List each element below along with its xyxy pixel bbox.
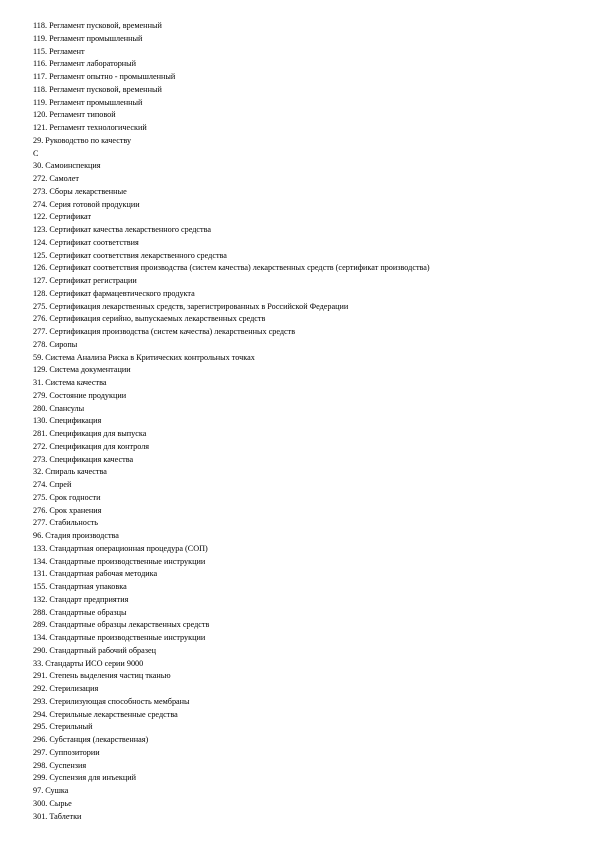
index-entry: 289. Стандартные образцы лекарственных средств: [33, 620, 210, 630]
index-entry: 291. Степень выделения частиц тканью: [33, 671, 171, 681]
index-entry: 31. Система качества: [33, 378, 107, 387]
index-entry: 118. Регламент пусковой, временный: [33, 21, 162, 30]
index-entry: 125. Сертификат соответствия лекарственного средства: [33, 250, 227, 260]
index-entry: 130. Спецификация: [33, 416, 102, 426]
index-entry: 59. Система Анализа Риска в Критических контрольных точках: [33, 352, 255, 362]
index-entry: 124. Сертификат соответствия: [33, 237, 139, 247]
index-entry: 97. Сушка: [33, 786, 69, 795]
index-entry: 272. Самолет: [33, 174, 79, 183]
index-entry: 30. Самоинспекция: [33, 161, 101, 171]
index-entry: 275. Срок годности: [33, 492, 101, 502]
index-entry: 32. Спираль качества: [33, 467, 107, 477]
index-entry: 288. Стандартные образцы: [33, 607, 127, 617]
index-entry: 294. Стерильные лекарственные средства: [33, 709, 178, 719]
index-entry: 119. Регламент промышленный: [33, 33, 143, 43]
index-entry: 296. Субстанция (лекарственная): [33, 735, 149, 744]
index-entry: 116. Регламент лабораторный: [33, 59, 137, 69]
index-entry: 134. Стандартные производственные инструкции: [33, 556, 206, 566]
index-entry: 295. Стерильный: [33, 722, 93, 732]
index-entry: 292. Стерилизация: [33, 684, 99, 693]
index-entry: 128. Сертификат фармацевтического продукта: [33, 288, 195, 298]
index-entry: 129. Система документации: [33, 365, 131, 375]
index-entry: 123. Сертификат качества лекарственного средства: [33, 225, 212, 234]
index-entry: 117. Регламент опытно - промышленный: [33, 72, 176, 81]
index-entry: 119. Регламент промышленный: [33, 97, 143, 107]
index-entry: 279. Состояние продукции: [33, 390, 127, 400]
index-entry: 276. Срок хранения: [33, 505, 102, 515]
index-entry: 122. Сертификат: [33, 212, 92, 222]
index-entry: 96. Стадия производства: [33, 531, 119, 540]
term-index-list: [33, 20, 573, 823]
index-entry: 278. Сиропы: [33, 339, 78, 349]
index-entry: 274. Спрей: [33, 480, 72, 489]
index-entry: 293. Стерилизующая способность мембраны: [33, 696, 190, 706]
index-entry: 121. Регламент технологический: [33, 123, 147, 132]
index-entry: 274. Серия готовой продукции: [33, 199, 140, 209]
index-entry: 301. Таблетки: [33, 811, 82, 821]
index-entry: 155. Стандартная упаковка: [33, 582, 127, 591]
index-entry: 273. Спецификация качества: [33, 454, 134, 464]
index-entry: 126. Сертификат соответствия производства (систем качества) лекарственных средств (сертификат производства): [33, 263, 430, 273]
index-entry: 29. Руководство по качеству: [33, 135, 132, 145]
section-letter-heading: С: [33, 148, 39, 158]
index-entry: 277. Сертификация производства (систем качества) лекарственных средств: [33, 327, 296, 336]
index-entry: 290. Стандартный рабочий образец: [33, 645, 157, 655]
index-entry: 33. Стандарты ИСО серии 9000: [33, 658, 144, 668]
index-entry: 132. Стандарт предприятия: [33, 594, 129, 604]
index-entry: 300. Сырье: [33, 798, 72, 808]
index-entry: 131. Стандартная рабочая методика: [33, 569, 158, 579]
index-entry: 127. Сертификат регистрации: [33, 276, 137, 285]
index-entry: 298. Суспензия: [33, 760, 87, 770]
index-entry: 273. Сборы лекарственные: [33, 186, 127, 196]
index-entry: 272. Спецификация для контроля: [33, 441, 150, 451]
index-entry: 280. Спансулы: [33, 403, 85, 413]
index-entry: 299. Суспензия для инъекций: [33, 773, 137, 783]
index-entry: 281. Спецификация для выпуска: [33, 429, 147, 438]
index-entry: 277. Стабильность: [33, 518, 99, 528]
index-entry: 133. Стандартная операционная процедура (СОП): [33, 543, 208, 553]
index-entry: 120. Регламент типовой: [33, 110, 116, 120]
index-entry: 276. Сертификация серийно, выпускаемых лекарственных средств: [33, 314, 266, 324]
index-entry: 297. Суппозитории: [33, 747, 100, 757]
index-entry: 115. Регламент: [33, 46, 85, 56]
index-entry: 118. Регламент пусковой, временный: [33, 84, 162, 94]
index-entry: 275. Сертификация лекарственных средств, зарегистрированных в Российской Федерации: [33, 301, 349, 311]
index-entry: 134. Стандартные производственные инструкции: [33, 633, 206, 642]
